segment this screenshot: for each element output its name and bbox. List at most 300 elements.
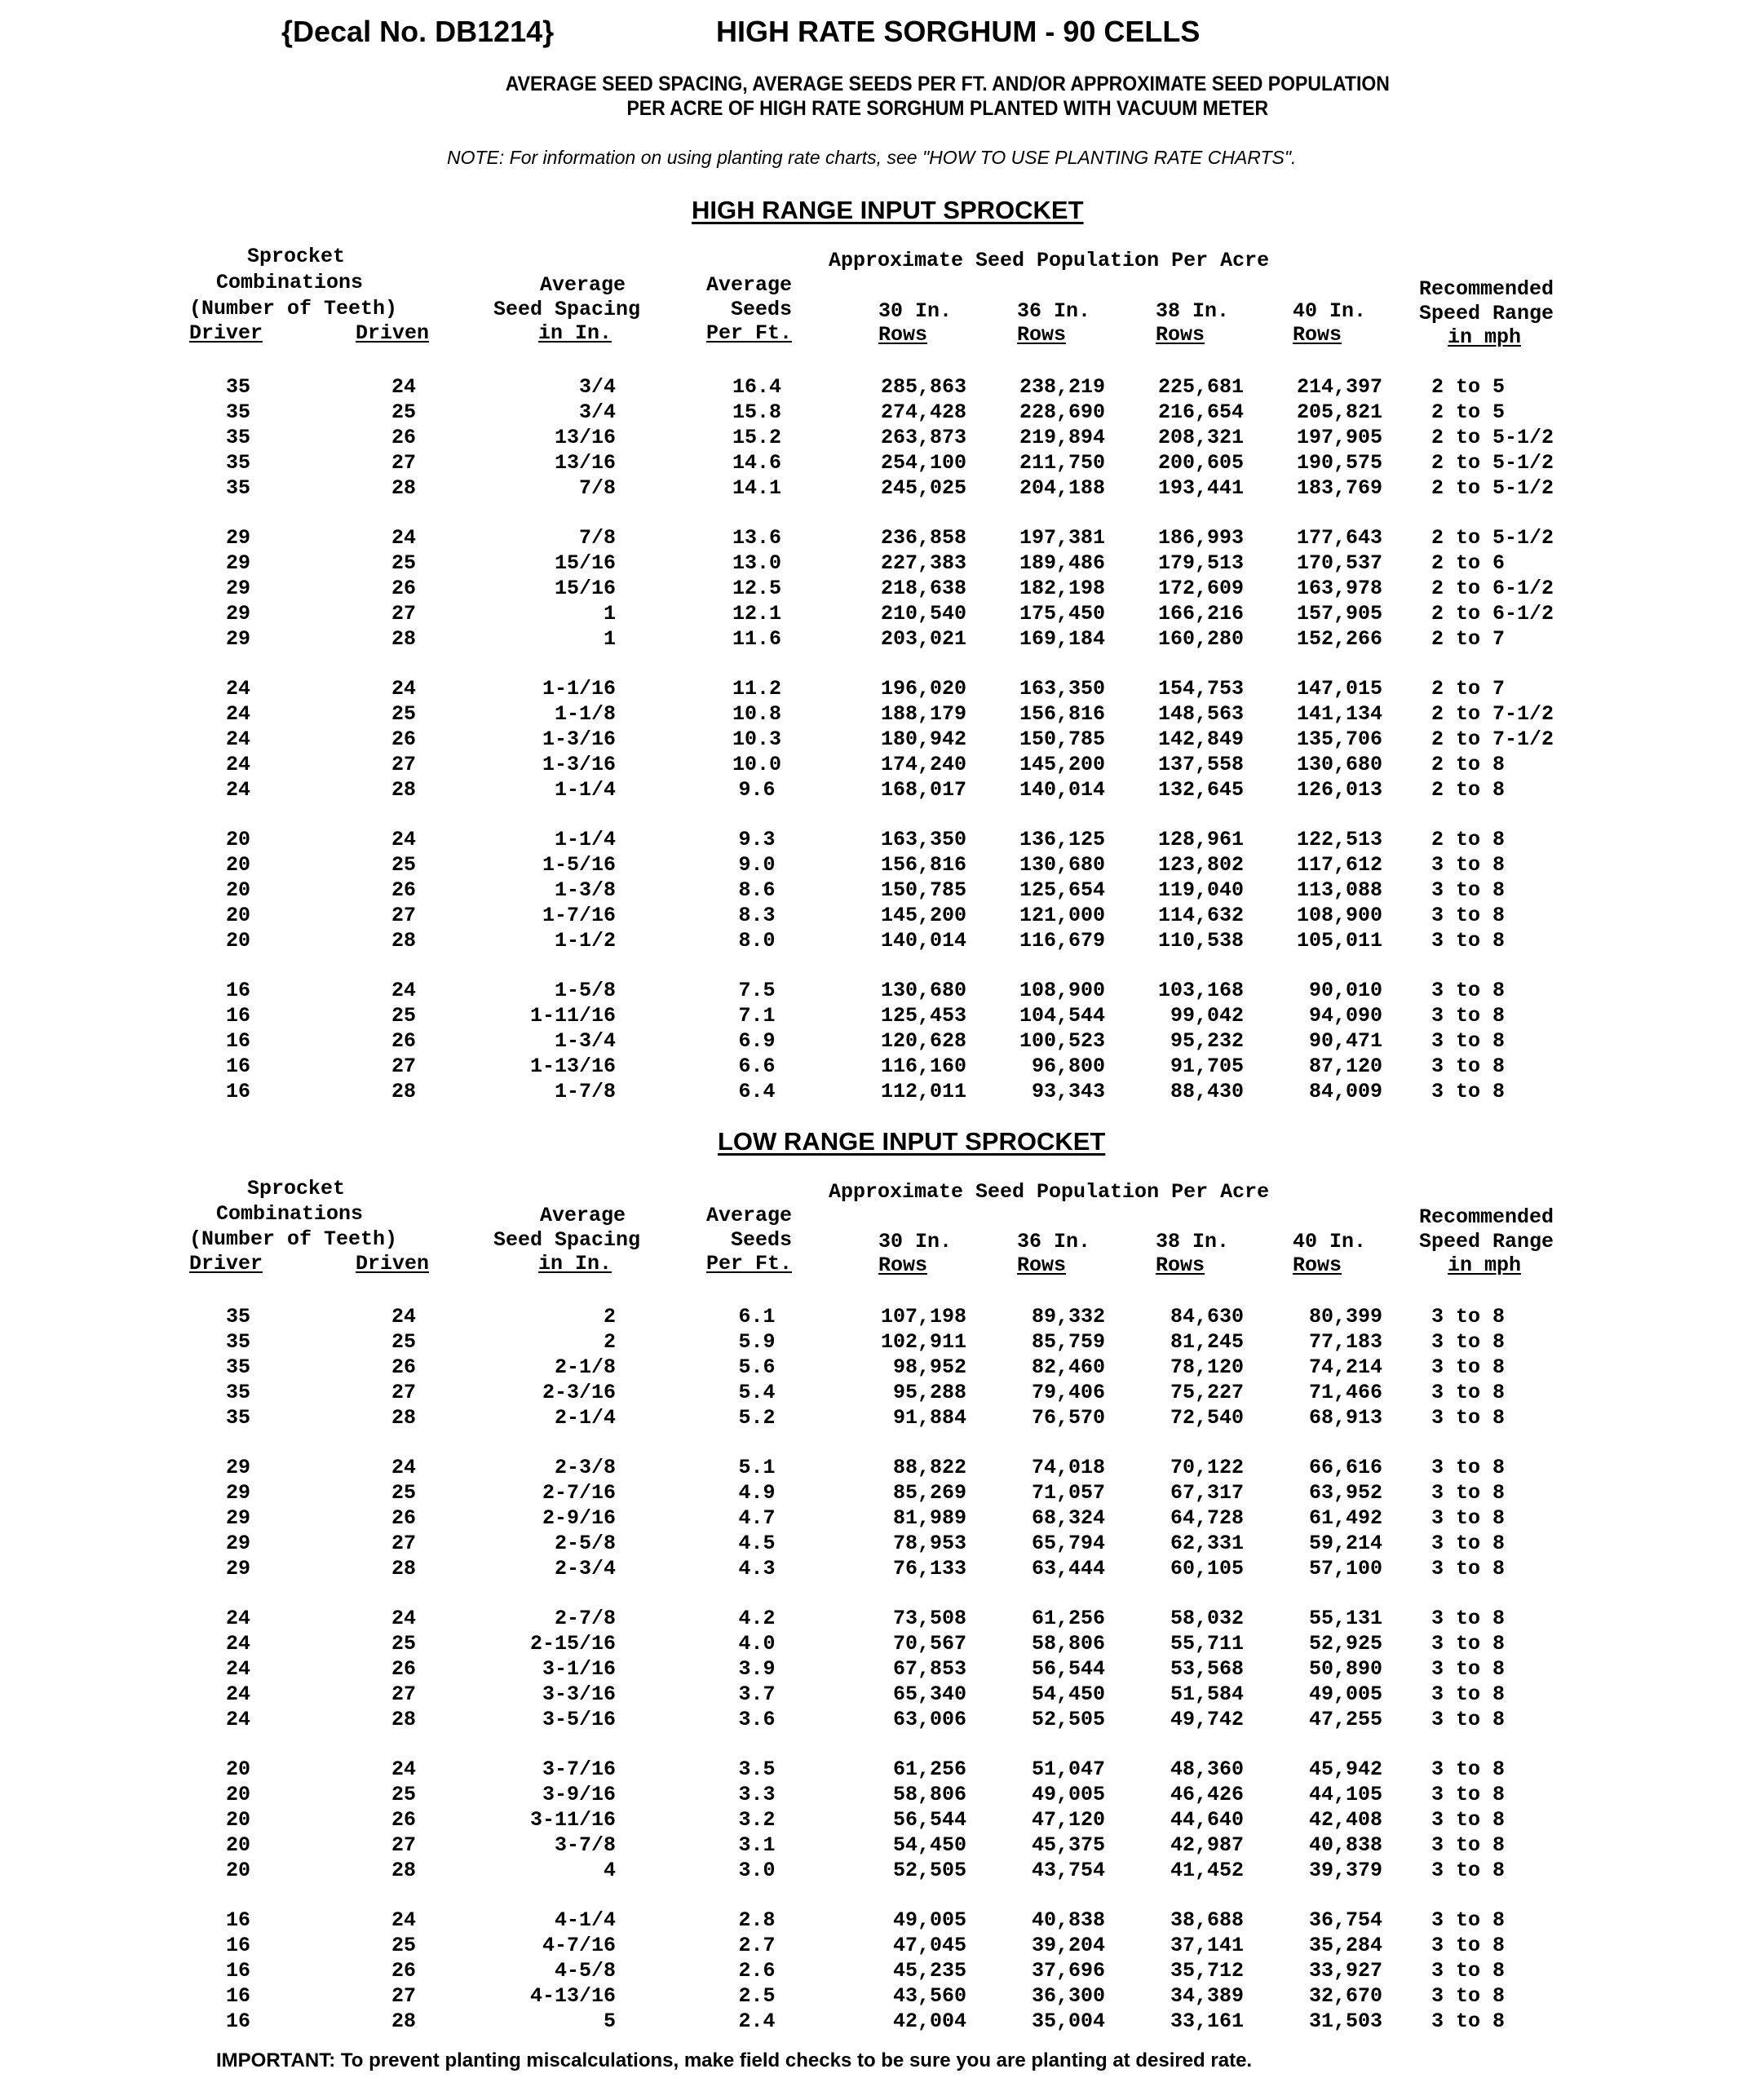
cell-driver: 35 (225, 1305, 250, 1329)
cell-pop-38-in: 55,711 (1170, 1632, 1244, 1656)
subtitle-line-1: AVERAGE SEED SPACING, AVERAGE SEEDS PER FT. AND/OR APPROXIMATE SEED POPULATION (505, 73, 1390, 95)
cell-speed-range: 2 to 8 (1431, 778, 1506, 802)
cell-pop-36-in: 36,300 (1031, 1984, 1105, 2008)
cell-pop-36-in: 219,894 (1019, 426, 1105, 449)
cell-seeds-per-ft: 6.1 (738, 1305, 776, 1329)
cell-pop-36-in: 182,198 (1019, 577, 1105, 600)
hdr-in-in: in In. (538, 321, 612, 345)
cell-pop-36-in: 37,696 (1031, 1959, 1105, 1983)
cell-pop-30-in: 245,025 (880, 476, 966, 500)
cell-speed-range: 2 to 6-1/2 (1431, 602, 1554, 626)
cell-pop-30-in: 218,638 (880, 577, 966, 600)
cell-seed-spacing: 2-9/16 (542, 1506, 616, 1530)
cell-seed-spacing: 2-5/8 (554, 1532, 616, 1555)
cell-driver: 29 (225, 551, 250, 575)
cell-seed-spacing: 7/8 (578, 526, 616, 550)
cell-seeds-per-ft: 8.0 (738, 929, 776, 953)
cell-pop-38-in: 46,426 (1170, 1783, 1244, 1806)
cell-pop-36-in: 156,816 (1019, 702, 1105, 726)
cell-pop-40-in: 50,890 (1308, 1657, 1382, 1681)
table-row (0, 1305, 1760, 1330)
table-row (0, 929, 1760, 954)
cell-pop-38-in: 172,609 (1157, 577, 1244, 600)
table-row (0, 878, 1760, 904)
cell-seed-spacing: 2-7/16 (542, 1481, 616, 1505)
cell-pop-38-in: 48,360 (1170, 1757, 1244, 1781)
cell-pop-36-in: 228,690 (1019, 400, 1105, 424)
cell-seeds-per-ft: 15.8 (732, 400, 781, 424)
cell-pop-36-in: 39,204 (1031, 1934, 1105, 1957)
cell-driver: 29 (225, 1557, 250, 1581)
cell-seeds-per-ft: 10.0 (732, 753, 781, 776)
cell-pop-38-in: 200,605 (1157, 451, 1244, 475)
cell-speed-range: 3 to 8 (1431, 1783, 1506, 1806)
cell-pop-30-in: 73,508 (892, 1607, 966, 1630)
hdr-38-rows: Rows (1156, 1253, 1205, 1277)
cell-pop-40-in: 35,284 (1308, 1934, 1382, 1957)
cell-driver: 20 (225, 1833, 250, 1857)
cell-seeds-per-ft: 4.7 (738, 1506, 776, 1530)
table-row (0, 1757, 1760, 1783)
cell-pop-40-in: 57,100 (1308, 1557, 1382, 1581)
cell-pop-40-in: 84,009 (1308, 1080, 1382, 1103)
cell-speed-range: 3 to 8 (1431, 1456, 1506, 1479)
cell-pop-40-in: 77,183 (1308, 1330, 1382, 1354)
cell-driver: 16 (225, 1029, 250, 1053)
cell-pop-40-in: 47,255 (1308, 1708, 1382, 1731)
cell-seed-spacing: 7/8 (578, 476, 616, 500)
cell-pop-36-in: 79,406 (1031, 1381, 1105, 1404)
cell-pop-30-in: 150,785 (880, 878, 966, 902)
cell-driven: 24 (391, 1607, 416, 1630)
cell-driver: 29 (225, 577, 250, 600)
hdr-per-ft: Per Ft. (706, 321, 793, 345)
cell-speed-range: 3 to 8 (1431, 1557, 1506, 1581)
table-row (0, 1959, 1760, 1984)
cell-pop-30-in: 91,884 (892, 1406, 966, 1430)
cell-driven: 26 (391, 1808, 416, 1832)
table-row (0, 476, 1760, 502)
cell-seed-spacing: 1-3/16 (542, 727, 616, 751)
cell-speed-range: 3 to 8 (1431, 1004, 1506, 1028)
hdr-seeds: Seeds (731, 298, 793, 321)
table-row (0, 2009, 1760, 2035)
cell-speed-range: 3 to 8 (1431, 1355, 1506, 1379)
cell-pop-36-in: 96,800 (1031, 1054, 1105, 1078)
cell-seed-spacing: 1 (603, 602, 616, 626)
cell-pop-30-in: 81,989 (892, 1506, 966, 1530)
cell-pop-36-in: 121,000 (1019, 904, 1105, 927)
cell-driven: 25 (391, 400, 416, 424)
cell-pop-36-in: 43,754 (1031, 1859, 1105, 1882)
cell-speed-range: 3 to 8 (1431, 1330, 1506, 1354)
cell-pop-30-in: 196,020 (880, 677, 966, 701)
cell-seeds-per-ft: 7.5 (738, 979, 776, 1002)
cell-pop-40-in: 147,015 (1296, 677, 1382, 701)
table-row (0, 1908, 1760, 1934)
cell-seeds-per-ft: 13.0 (732, 551, 781, 575)
cell-driver: 20 (225, 1757, 250, 1781)
cell-driver: 16 (225, 1908, 250, 1932)
cell-pop-38-in: 110,538 (1157, 929, 1244, 953)
hdr-average-seeds: Average (706, 1204, 793, 1227)
cell-pop-40-in: 40,838 (1308, 1833, 1382, 1857)
cell-pop-30-in: 45,235 (892, 1959, 966, 1983)
cell-driven: 27 (391, 451, 416, 475)
cell-driven: 25 (391, 1934, 416, 1957)
cell-driver: 24 (225, 1708, 250, 1731)
cell-driver: 24 (225, 1657, 250, 1681)
cell-speed-range: 3 to 8 (1431, 979, 1506, 1002)
hdr-average-spacing: Average (540, 1204, 626, 1227)
hdr-38-rows: Rows (1156, 323, 1205, 347)
cell-pop-36-in: 197,381 (1019, 526, 1105, 550)
cell-seed-spacing: 3-9/16 (542, 1783, 616, 1806)
cell-driver: 24 (225, 702, 250, 726)
cell-pop-36-in: 169,184 (1019, 627, 1105, 651)
cell-speed-range: 3 to 8 (1431, 1859, 1506, 1882)
cell-pop-30-in: 70,567 (892, 1632, 966, 1656)
note: NOTE: For information on using planting rate charts, see "HOW TO USE PLANTING RATE CHARTS". (447, 147, 1297, 168)
cell-driven: 24 (391, 526, 416, 550)
cell-seed-spacing: 1-7/8 (554, 1080, 616, 1103)
cell-seed-spacing: 2-3/8 (554, 1456, 616, 1479)
cell-seeds-per-ft: 11.6 (732, 627, 781, 651)
cell-seeds-per-ft: 9.6 (738, 778, 776, 802)
cell-pop-40-in: 74,214 (1308, 1355, 1382, 1379)
cell-pop-30-in: 78,953 (892, 1532, 966, 1555)
cell-seeds-per-ft: 12.1 (732, 602, 781, 626)
table-row (0, 627, 1760, 652)
cell-pop-30-in: 56,544 (892, 1808, 966, 1832)
cell-speed-range: 2 to 5 (1431, 400, 1506, 424)
cell-driver: 16 (225, 979, 250, 1002)
cell-pop-30-in: 263,873 (880, 426, 966, 449)
cell-seed-spacing: 1-5/16 (542, 853, 616, 877)
cell-pop-38-in: 128,961 (1157, 828, 1244, 851)
cell-driven: 28 (391, 1859, 416, 1882)
cell-pop-30-in: 168,017 (880, 778, 966, 802)
cell-pop-40-in: 68,913 (1308, 1406, 1382, 1430)
cell-driver: 20 (225, 1808, 250, 1832)
cell-seeds-per-ft: 11.2 (732, 677, 781, 701)
cell-pop-40-in: 135,706 (1296, 727, 1382, 751)
table-row (0, 1657, 1760, 1682)
cell-driven: 24 (391, 1908, 416, 1932)
cell-pop-38-in: 142,849 (1157, 727, 1244, 751)
cell-pop-30-in: 163,350 (880, 828, 966, 851)
table-row (0, 426, 1760, 451)
hdr-per-ft: Per Ft. (706, 1252, 793, 1275)
table-row (0, 853, 1760, 878)
cell-driven: 25 (391, 702, 416, 726)
cell-pop-40-in: 32,670 (1308, 1984, 1382, 2008)
cell-driven: 28 (391, 1557, 416, 1581)
cell-seeds-per-ft: 2.5 (738, 1984, 776, 2008)
cell-pop-40-in: 126,013 (1296, 778, 1382, 802)
cell-seeds-per-ft: 3.3 (738, 1783, 776, 1806)
cell-pop-36-in: 204,188 (1019, 476, 1105, 500)
cell-pop-40-in: 205,821 (1296, 400, 1382, 424)
cell-pop-30-in: 43,560 (892, 1984, 966, 2008)
hdr-approx-population: Approximate Seed Population Per Acre (829, 249, 1270, 272)
subtitle (70, 72, 1689, 121)
hdr-seed-spacing: Seed Spacing (493, 298, 641, 321)
cell-pop-36-in: 130,680 (1019, 853, 1105, 877)
hdr-approx-population: Approximate Seed Population Per Acre (829, 1180, 1270, 1204)
cell-speed-range: 3 to 8 (1431, 1908, 1506, 1932)
cell-seeds-per-ft: 9.3 (738, 828, 776, 851)
cell-pop-38-in: 49,742 (1170, 1708, 1244, 1731)
hdr-speed-range: Speed Range (1419, 302, 1554, 325)
cell-pop-40-in: 49,005 (1308, 1682, 1382, 1706)
cell-pop-38-in: 60,105 (1170, 1557, 1244, 1581)
cell-driver: 35 (225, 1406, 250, 1430)
hdr-recommended: Recommended (1419, 1205, 1554, 1229)
cell-driven: 25 (391, 1481, 416, 1505)
cell-speed-range: 3 to 8 (1431, 1054, 1506, 1078)
cell-pop-30-in: 95,288 (892, 1381, 966, 1404)
cell-driven: 26 (391, 727, 416, 751)
cell-driven: 28 (391, 929, 416, 953)
cell-pop-36-in: 82,460 (1031, 1355, 1105, 1379)
cell-speed-range: 3 to 8 (1431, 1381, 1506, 1404)
cell-pop-40-in: 33,927 (1308, 1959, 1382, 1983)
cell-seed-spacing: 2-3/4 (554, 1557, 616, 1581)
cell-seeds-per-ft: 2.7 (738, 1934, 776, 1957)
cell-seeds-per-ft: 3.7 (738, 1682, 776, 1706)
cell-speed-range: 3 to 8 (1431, 1481, 1506, 1505)
cell-driven: 25 (391, 1330, 416, 1354)
table-row (0, 1406, 1760, 1431)
cell-pop-40-in: 105,011 (1296, 929, 1382, 953)
cell-speed-range: 3 to 8 (1431, 853, 1506, 877)
cell-driver: 29 (225, 602, 250, 626)
cell-pop-40-in: 94,090 (1308, 1004, 1382, 1028)
cell-pop-36-in: 65,794 (1031, 1532, 1105, 1555)
table-row (0, 1934, 1760, 1959)
table-row (0, 526, 1760, 551)
cell-driver: 35 (225, 426, 250, 449)
cell-pop-30-in: 180,942 (880, 727, 966, 751)
cell-pop-36-in: 150,785 (1019, 727, 1105, 751)
cell-pop-40-in: 177,643 (1296, 526, 1382, 550)
cell-pop-40-in: 63,952 (1308, 1481, 1382, 1505)
hdr-average-spacing: Average (540, 273, 626, 297)
cell-driven: 24 (391, 677, 416, 701)
cell-seed-spacing: 13/16 (554, 426, 616, 449)
table-row (0, 1080, 1760, 1105)
cell-pop-40-in: 141,134 (1296, 702, 1382, 726)
cell-speed-range: 3 to 8 (1431, 1632, 1506, 1656)
cell-seeds-per-ft: 5.1 (738, 1456, 776, 1479)
cell-seed-spacing: 1-1/8 (554, 702, 616, 726)
cell-pop-38-in: 154,753 (1157, 677, 1244, 701)
cell-seeds-per-ft: 4.9 (738, 1481, 776, 1505)
cell-pop-36-in: 238,219 (1019, 375, 1105, 399)
hdr-30-in: 30 In. (878, 1230, 953, 1253)
cell-pop-30-in: 52,505 (892, 1859, 966, 1882)
cell-driven: 28 (391, 778, 416, 802)
cell-pop-40-in: 45,942 (1308, 1757, 1382, 1781)
table-row (0, 1506, 1760, 1532)
cell-pop-30-in: 65,340 (892, 1682, 966, 1706)
cell-pop-36-in: 100,523 (1019, 1029, 1105, 1053)
cell-driven: 28 (391, 1708, 416, 1731)
table-row (0, 1029, 1760, 1054)
cell-pop-40-in: 163,978 (1296, 577, 1382, 600)
cell-pop-36-in: 54,450 (1031, 1682, 1105, 1706)
cell-pop-40-in: 113,088 (1296, 878, 1382, 902)
cell-driven: 27 (391, 1054, 416, 1078)
cell-seed-spacing: 13/16 (554, 451, 616, 475)
table-row (0, 1984, 1760, 2009)
cell-speed-range: 2 to 7-1/2 (1431, 727, 1554, 751)
hdr-30-rows: Rows (878, 1253, 928, 1277)
cell-pop-30-in: 67,853 (892, 1657, 966, 1681)
cell-seed-spacing: 1-1/16 (542, 677, 616, 701)
cell-seed-spacing: 3/4 (578, 400, 616, 424)
hdr-38-in: 38 In. (1156, 1230, 1230, 1253)
table-row (0, 828, 1760, 853)
cell-seeds-per-ft: 5.2 (738, 1406, 776, 1430)
cell-seeds-per-ft: 2.4 (738, 2009, 776, 2033)
cell-pop-38-in: 64,728 (1170, 1506, 1244, 1530)
cell-pop-38-in: 70,122 (1170, 1456, 1244, 1479)
cell-pop-38-in: 166,216 (1157, 602, 1244, 626)
cell-seeds-per-ft: 3.5 (738, 1757, 776, 1781)
cell-pop-38-in: 99,042 (1170, 1004, 1244, 1028)
table-row (0, 677, 1760, 702)
cell-pop-40-in: 36,754 (1308, 1908, 1382, 1932)
cell-pop-40-in: 39,379 (1308, 1859, 1382, 1882)
cell-driver: 35 (225, 476, 250, 500)
cell-seeds-per-ft: 14.1 (732, 476, 781, 500)
cell-driver: 20 (225, 904, 250, 927)
cell-pop-36-in: 56,544 (1031, 1657, 1105, 1681)
cell-driven: 27 (391, 1833, 416, 1857)
cell-driver: 20 (225, 828, 250, 851)
cell-driver: 20 (225, 1859, 250, 1882)
cell-speed-range: 2 to 8 (1431, 828, 1506, 851)
cell-driver: 20 (225, 878, 250, 902)
table-row (0, 702, 1760, 727)
hdr-36-in: 36 In. (1017, 1230, 1091, 1253)
cell-driven: 28 (391, 1080, 416, 1103)
cell-driven: 27 (391, 1532, 416, 1555)
cell-seed-spacing: 2-7/8 (554, 1607, 616, 1630)
cell-driven: 25 (391, 1632, 416, 1656)
cell-speed-range: 2 to 5-1/2 (1431, 451, 1554, 475)
cell-seeds-per-ft: 3.9 (738, 1657, 776, 1681)
cell-pop-30-in: 107,198 (880, 1305, 966, 1329)
cell-pop-40-in: 90,010 (1308, 979, 1382, 1002)
cell-driven: 24 (391, 828, 416, 851)
cell-pop-36-in: 74,018 (1031, 1456, 1105, 1479)
hdr-average-seeds: Average (706, 273, 793, 297)
cell-pop-40-in: 87,120 (1308, 1054, 1382, 1078)
cell-driven: 25 (391, 1004, 416, 1028)
cell-speed-range: 3 to 8 (1431, 1808, 1506, 1832)
cell-driver: 29 (225, 627, 250, 651)
cell-seed-spacing: 1 (603, 627, 616, 651)
table-row (0, 1607, 1760, 1632)
cell-pop-38-in: 132,645 (1157, 778, 1244, 802)
cell-pop-36-in: 35,004 (1031, 2009, 1105, 2033)
cell-seed-spacing: 1-7/16 (542, 904, 616, 927)
cell-driven: 26 (391, 577, 416, 600)
decal-number: {Decal No. DB1214} (281, 15, 555, 48)
hdr-in-in: in In. (538, 1252, 612, 1275)
cell-pop-38-in: 123,802 (1157, 853, 1244, 877)
cell-driver: 16 (225, 1934, 250, 1957)
cell-pop-40-in: 214,397 (1296, 375, 1382, 399)
cell-driven: 28 (391, 476, 416, 500)
cell-pop-30-in: 188,179 (880, 702, 966, 726)
cell-pop-30-in: 49,005 (892, 1908, 966, 1932)
table-row (0, 1808, 1760, 1833)
cell-driver: 35 (225, 400, 250, 424)
hdr-30-in: 30 In. (878, 299, 953, 323)
cell-driven: 26 (391, 1506, 416, 1530)
cell-pop-38-in: 114,632 (1157, 904, 1244, 927)
cell-seed-spacing: 15/16 (554, 551, 616, 575)
cell-pop-38-in: 84,630 (1170, 1305, 1244, 1329)
cell-pop-38-in: 160,280 (1157, 627, 1244, 651)
cell-pop-30-in: 54,450 (892, 1833, 966, 1857)
cell-pop-38-in: 193,441 (1157, 476, 1244, 500)
cell-pop-36-in: 89,332 (1031, 1305, 1105, 1329)
cell-pop-40-in: 31,503 (1308, 2009, 1382, 2033)
cell-speed-range: 3 to 8 (1431, 1934, 1506, 1957)
cell-pop-38-in: 186,993 (1157, 526, 1244, 550)
cell-seed-spacing: 1-3/8 (554, 878, 616, 902)
table-row (0, 1632, 1760, 1657)
hdr-seed-spacing: Seed Spacing (493, 1228, 641, 1252)
cell-pop-30-in: 156,816 (880, 853, 966, 877)
cell-pop-38-in: 37,141 (1170, 1934, 1244, 1957)
cell-speed-range: 3 to 8 (1431, 1682, 1506, 1706)
cell-seeds-per-ft: 14.6 (732, 451, 781, 475)
cell-speed-range: 2 to 6 (1431, 551, 1506, 575)
cell-pop-36-in: 104,544 (1019, 1004, 1105, 1028)
table-row (0, 1381, 1760, 1406)
table-row (0, 602, 1760, 627)
cell-seed-spacing: 1-3/4 (554, 1029, 616, 1053)
cell-speed-range: 3 to 8 (1431, 929, 1506, 953)
cell-driver: 20 (225, 1783, 250, 1806)
cell-pop-36-in: 136,125 (1019, 828, 1105, 851)
hdr-speed-range: Speed Range (1419, 1230, 1554, 1253)
cell-pop-40-in: 122,513 (1296, 828, 1382, 851)
cell-driven: 27 (391, 904, 416, 927)
cell-pop-38-in: 119,040 (1157, 878, 1244, 902)
cell-pop-30-in: 145,200 (880, 904, 966, 927)
cell-pop-36-in: 108,900 (1019, 979, 1105, 1002)
cell-pop-36-in: 40,838 (1031, 1908, 1105, 1932)
cell-seeds-per-ft: 3.0 (738, 1859, 776, 1882)
cell-pop-30-in: 203,021 (880, 627, 966, 651)
cell-seeds-per-ft: 7.1 (738, 1004, 776, 1028)
cell-driver: 16 (225, 2009, 250, 2033)
cell-driver: 29 (225, 1456, 250, 1479)
cell-seeds-per-ft: 6.9 (738, 1029, 776, 1053)
cell-pop-40-in: 90,471 (1308, 1029, 1382, 1053)
cell-pop-36-in: 71,057 (1031, 1481, 1105, 1505)
cell-speed-range: 3 to 8 (1431, 1959, 1506, 1983)
cell-seed-spacing: 2 (603, 1305, 616, 1329)
cell-pop-38-in: 179,513 (1157, 551, 1244, 575)
